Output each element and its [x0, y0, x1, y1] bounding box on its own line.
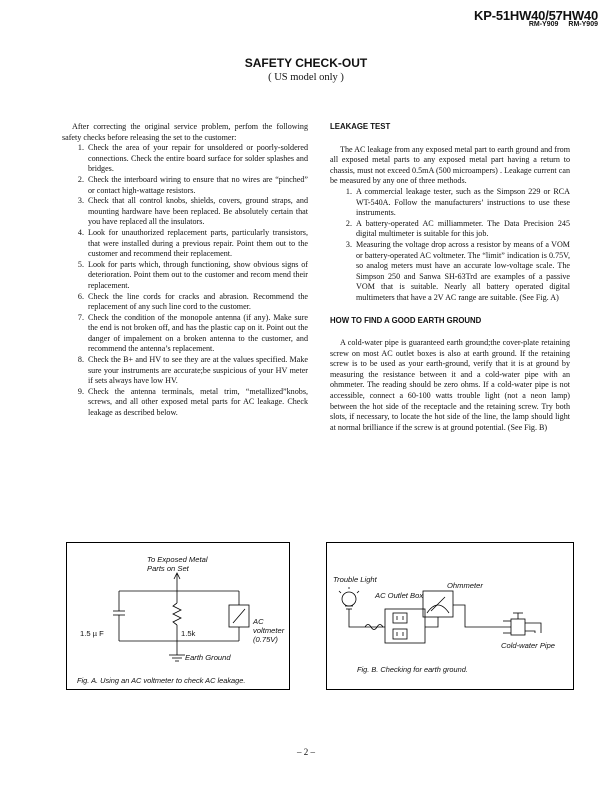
- list-item: 7. Check the condition of the monopole antenna (if any). Make sure the end is not broken off, and has the plastic cap on it. Point out the danger of impalement on a broken antenna to the customer, and recommend the antenna’s replacement.: [86, 313, 308, 355]
- earth-ground-paragraph: A cold-water pipe is guaranteed earth ground;the cover-plate retaining screw on most AC outlet boxes is also at earth ground. If the retaining screw is to be used as your earth-ground, verify that it is at ground by measuring the resistance between it and a cold-water pipe with an ohmmeter. The reading should be zero ohms. If a cold-water pipe is not accessible, connect a 60-100 watts trouble light (not a neon lamp) between the hot side of the receptacle and the retaining screw. Try both slots, if necessary, to locate the hot side of the line, the lamp should light at normal brilliance if the screw is at ground potential. (See Fig. B): [330, 338, 570, 432]
- list-item: 9. Check the antenna terminals, metal trim, “metallized”knobs, screws, and all other exposed metal parts for AC leakage. Check leakage as described below.: [86, 387, 308, 419]
- voltmeter-label: AC voltmeter (0.75V): [253, 617, 285, 644]
- list-item: 6. Check the line cords for cracks and abrasion. Recommend the replacement of any such line cord to the customer.: [86, 292, 308, 313]
- leakage-intro: The AC leakage from any exposed metal part to earth ground and from all exposed metal parts to any exposed metal part having a return to chassis, must not exceed 0.5mA (500 microampers) . Leakage current can be measured by any one of three methods.: [330, 144, 570, 186]
- outlet-box-label: AC Outlet Box: [375, 591, 424, 600]
- remote-model-2: RM-Y909: [568, 21, 598, 28]
- earth-ground-heading: HOW TO FIND A GOOD EARTH GROUND: [330, 315, 482, 325]
- cold-water-pipe-label: Cold-water Pipe: [501, 641, 556, 650]
- model-number: KP-51HW40/57HW40: [474, 8, 598, 23]
- resistor-label: 1.5k: [181, 629, 196, 638]
- page-number: – 2 –: [297, 747, 315, 757]
- list-item: 4. Look for unauthorized replacement parts, particularly transistors, that were installed during a previous repair. Point them out to the customer and recommend their replacement.: [86, 228, 308, 260]
- capacitor-label: 1.5 µ F: [80, 629, 104, 638]
- trouble-light-icon: [342, 592, 356, 606]
- safety-check-list: [62, 143, 308, 418]
- leakage-method-list: [330, 187, 570, 304]
- trouble-light-label: Trouble Light: [333, 575, 377, 584]
- earth-ground-label: Earth Ground: [185, 653, 231, 662]
- cold-water-pipe-icon: [511, 619, 525, 635]
- safety-checks-column: [62, 122, 308, 419]
- leakage-test-column: [330, 122, 570, 433]
- list-item: 2. Check the interboard wiring to ensure that no wires are “pinched” or contact high-wattage resistors.: [86, 175, 308, 196]
- list-item: 2. A battery-operated AC milliammeter. The Data Precision 245 digital multimeter is suitable for this job.: [354, 219, 570, 240]
- list-item: 1. Check the area of your repair for unsoldered or poorly-soldered connections. Check the entire board surface for solder splashes and bridges.: [86, 143, 308, 175]
- list-item: 3. Measuring the voltage drop across a resistor by means of a VOM or battery-operated AC voltmeter. The “limit” indication is 0.75V, so analog meters must have an accurate low-voltage scale. The Simpson 250 and Sanwa SH-63Trd are examples of a passive VOM that is suitable. Nearly all battery operated digital multimeters that have a 2V AC range are suitable. (See Fig. A): [354, 240, 570, 304]
- outlet-box-icon: [385, 609, 425, 643]
- figure-a-caption: Fig. A. Using an AC voltmeter to check AC leakage.: [77, 676, 246, 685]
- leakage-heading: LEAKAGE TEST: [330, 122, 391, 131]
- exposed-metal-label: To Exposed Metal Parts on Set: [147, 555, 208, 573]
- figure-a: [66, 542, 290, 690]
- figure-b: [326, 542, 574, 690]
- remote-model-labels: [519, 21, 598, 28]
- list-item: 3. Check that all control knobs, shields, covers, ground straps, and mounting hardware have been replaced. Be absolutely certain that you have replaced all the insulators.: [86, 196, 308, 228]
- page-title: SAFETY CHECK-OUT: [244, 56, 368, 70]
- list-item: 8. Check the B+ and HV to see they are at the values specified. Make sure your instruments are accurate;be suspicious of your HV meter if sets always have low HV.: [86, 355, 308, 387]
- ohmmeter-label: Ohmmeter: [447, 581, 483, 590]
- figure-b-caption: Fig. B. Checking for earth ground.: [357, 665, 468, 674]
- remote-model-1: RM-Y909: [528, 21, 559, 28]
- page-subtitle: ( US model only ): [268, 72, 344, 83]
- intro-paragraph: After correcting the original service problem, perfom the following safety checks before releasing the set to the customer:: [62, 122, 308, 142]
- list-item: 5. Look for parts which, through functioning, show obvious signs of deterioration. Point them out to the customer and recom mend their replacement.: [86, 260, 308, 292]
- list-item: 1. A commercial leakage tester, such as the Simpson 229 or RCA WT-540A. Follow the manufacturers’ instructions to use these instruments.: [354, 187, 570, 219]
